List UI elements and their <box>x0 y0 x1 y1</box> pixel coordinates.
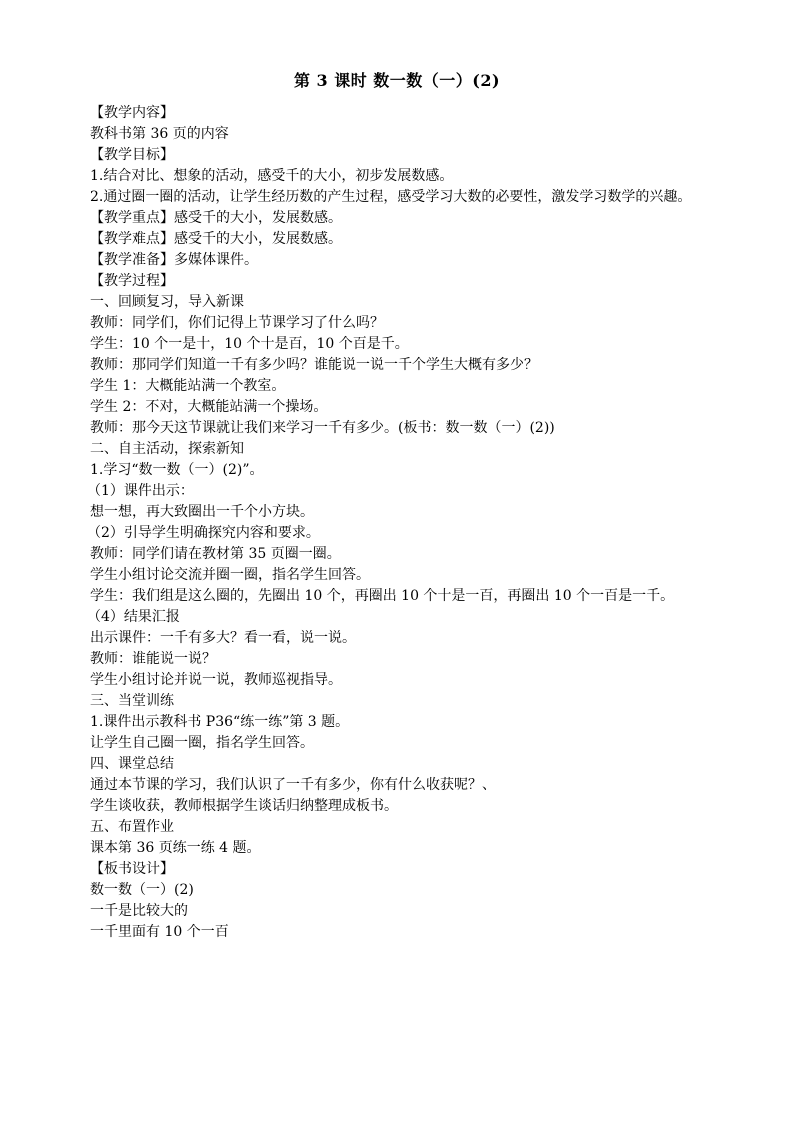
goal-item-2: 2.通过圈一圈的活动，让学生经历数的产生过程，感受学习大数的必要性，激发学习数学的兴趣。 <box>90 189 692 205</box>
section-heading-goals: 【教学目标】 <box>90 147 174 163</box>
board-line: 一千里面有 10 个一百 <box>90 924 229 940</box>
section-heading-process: 【教学过程】 <box>90 273 174 289</box>
activity-line: 1.学习“数一数（一）(2)”。 <box>90 462 264 478</box>
dialogue-line: 学生：我们组是这么圈的，先圈出 10 个，再圈出 10 个十是一百，再圈出 10 个一百是一千。 <box>90 588 675 604</box>
homework-line: 课本第 36 页练一练 4 题。 <box>90 840 261 856</box>
difficult-point: 【教学难点】感受千的大小，发展数感。 <box>90 231 342 247</box>
exercise-line: 让学生自己圈一圈，指名学生回答。 <box>90 735 314 751</box>
preparation: 【教学准备】多媒体课件。 <box>90 252 258 268</box>
summary-line: 通过本节课的学习，我们认识了一千有多少，你有什么收获呢？、 <box>90 777 496 793</box>
board-line: 数一数（一）(2) <box>90 882 194 898</box>
activity-line: 出示课件：一千有多大？看一看，说一说。 <box>90 630 356 646</box>
process-step-4-heading: 四、课堂总结 <box>90 756 174 772</box>
dialogue-line: 教师：同学们请在教材第 35 页圈一圈。 <box>90 546 341 562</box>
process-step-3-heading: 三、当堂训练 <box>90 693 174 709</box>
dialogue-line: 教师：那同学们知道一千有多少吗？谁能说一说一千个学生大概有多少？ <box>90 357 538 373</box>
dialogue-line: 学生 2：不对，大概能站满一个操场。 <box>90 399 328 415</box>
process-step-2-heading: 二、自主活动，探索新知 <box>90 441 244 457</box>
dialogue-line: 教师：谁能说一说？ <box>90 651 216 667</box>
dialogue-line: 学生 1：大概能站满一个教室。 <box>90 378 286 394</box>
section-heading-board: 【板书设计】 <box>90 861 174 877</box>
exercise-line: 1.课件出示教科书 P36“练一练”第 3 题。 <box>90 714 350 730</box>
activity-subitem: （2）引导学生明确探究内容和要求。 <box>87 525 320 541</box>
content-text: 教科书第 36 页的内容 <box>90 126 229 142</box>
section-heading-content: 【教学内容】 <box>90 105 174 121</box>
process-step-5-heading: 五、布置作业 <box>90 819 174 835</box>
activity-line: 想一想，再大致圈出一千个小方块。 <box>90 504 314 520</box>
document-body <box>60 103 740 943</box>
dialogue-line: 学生：10 个一是十，10 个十是百，10 个百是千。 <box>90 336 409 352</box>
dialogue-line: 教师：同学们，你们记得上节课学习了什么吗？ <box>90 315 384 331</box>
key-point: 【教学重点】感受千的大小，发展数感。 <box>90 210 342 226</box>
board-line: 一千是比较大的 <box>90 903 188 919</box>
activity-line: 学生小组讨论交流并圈一圈，指名学生回答。 <box>90 567 370 583</box>
summary-line: 学生谈收获，教师根据学生谈话归纳整理成板书。 <box>90 798 398 814</box>
goal-item-1: 1.结合对比、想象的活动，感受千的大小，初步发展数感。 <box>90 168 454 184</box>
activity-line: 学生小组讨论并说一说，教师巡视指导。 <box>90 672 342 688</box>
process-step-1-heading: 一、回顾复习，导入新课 <box>90 294 244 310</box>
activity-subitem: （4）结果汇报 <box>87 609 180 625</box>
dialogue-line: 教师：那今天这节课就让我们来学习一千有多少。(板书：数一数（一）(2)) <box>90 420 555 436</box>
page-title: 第 3 课时 数一数（一）(2) <box>293 71 501 90</box>
activity-subitem: （1）课件出示： <box>87 483 194 499</box>
